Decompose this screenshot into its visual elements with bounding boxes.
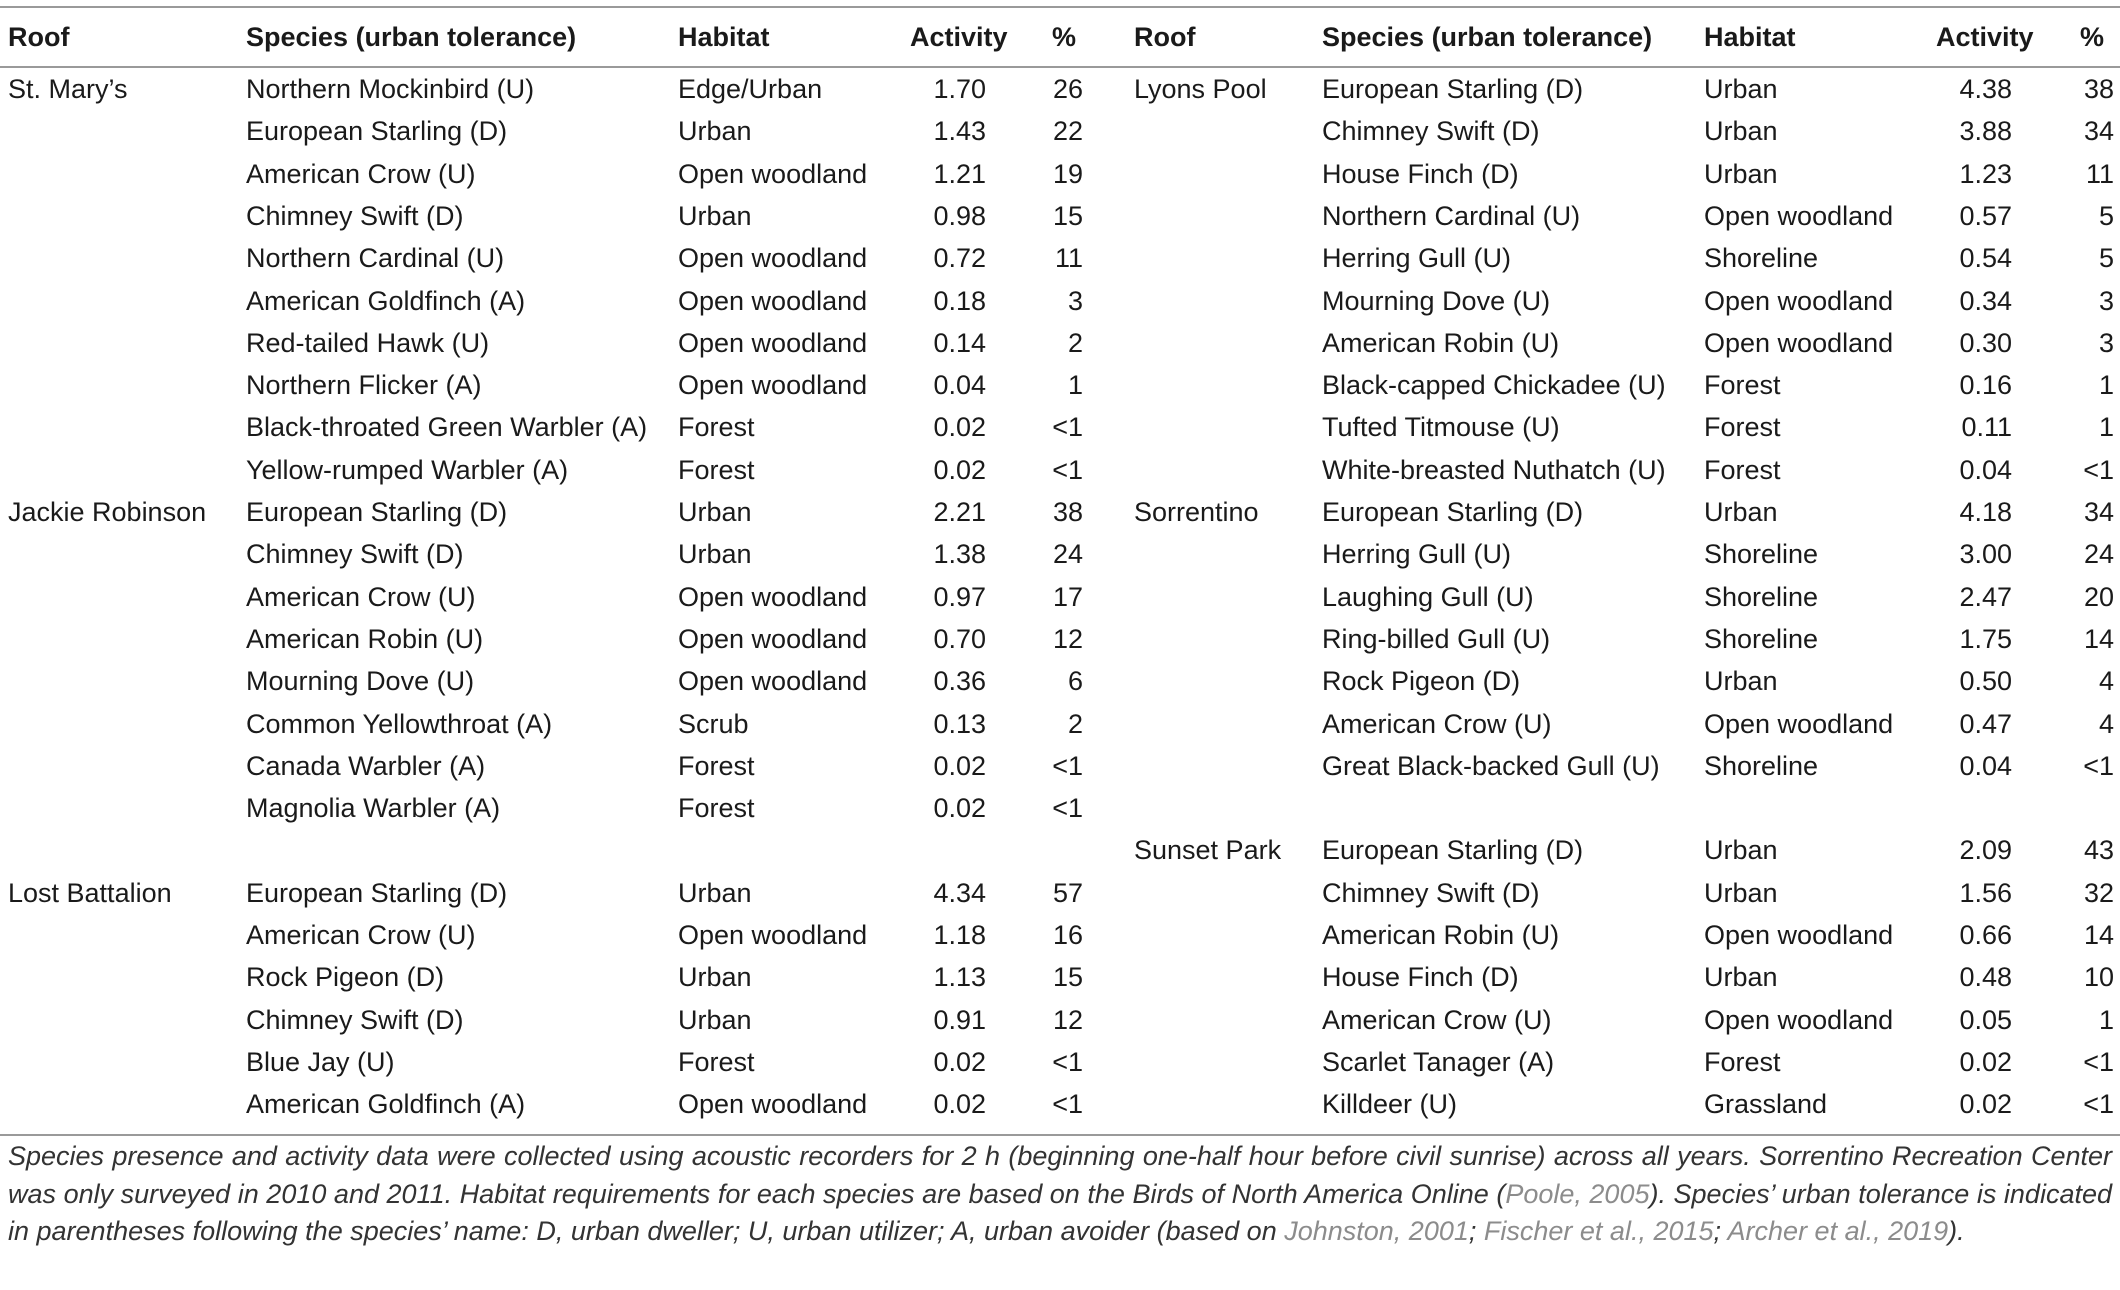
habitat-cell: Urban — [678, 962, 752, 993]
species-cell: Black-capped Chickadee (U) — [1322, 370, 1666, 401]
species-cell: Magnolia Warbler (A) — [246, 793, 501, 824]
activity-cell: 1.70 — [933, 74, 986, 104]
habitat-cell: Urban — [1704, 158, 1778, 189]
activity-cell: 0.02 — [933, 793, 986, 824]
activity-cell: 4.38 — [1959, 74, 2012, 104]
roof-name: Jackie Robinson — [8, 497, 207, 527]
activity-cell: 2.21 — [933, 497, 986, 527]
ref-archer-2019[interactable]: Archer et al., 2019 — [1727, 1216, 1949, 1246]
species-cell: European Starling (D) — [1322, 835, 1584, 866]
habitat-cell: Urban — [678, 877, 752, 908]
activity-cell: 0.72 — [933, 243, 986, 274]
habitat-cell: Urban — [1704, 116, 1778, 147]
percent-cell: 26 — [1052, 74, 1083, 104]
species-cell: American Crow (U) — [1322, 1004, 1552, 1035]
header-pct-right: % — [2080, 22, 2105, 52]
species-cell: Northern Cardinal (U) — [246, 243, 505, 274]
activity-cell: 0.02 — [933, 1046, 986, 1077]
percent-cell: 20 — [2083, 581, 2114, 612]
percent-cell: 34 — [2083, 116, 2114, 147]
species-cell: Common Yellowthroat (A) — [246, 708, 553, 739]
percent-cell: 32 — [2083, 877, 2114, 908]
activity-cell: 0.48 — [1959, 962, 2012, 993]
percent-cell: 14 — [2083, 920, 2114, 950]
roof-name: Sorrentino — [1134, 497, 1259, 527]
habitat-cell: Shoreline — [1704, 623, 1819, 654]
habitat-cell: Open woodland — [678, 1089, 868, 1120]
activity-cell: 0.02 — [933, 412, 986, 443]
habitat-cell: Open woodland — [678, 327, 868, 358]
habitat-cell: Open woodland — [678, 243, 868, 274]
percent-cell: 14 — [2083, 623, 2114, 654]
percent-cell: <1 — [2083, 454, 2114, 485]
activity-cell: 1.21 — [933, 158, 986, 189]
percent-cell: <1 — [2083, 750, 2114, 781]
habitat-cell: Open woodland — [678, 370, 868, 401]
species-cell: American Robin (U) — [246, 623, 484, 654]
species-cell: Rock Pigeon (D) — [246, 962, 445, 993]
ref-poole-2005[interactable]: Poole, 2005 — [1505, 1178, 1650, 1209]
species-cell: Black-throated Green Warbler (A) — [246, 412, 648, 443]
header-species-left: Species (urban tolerance) — [246, 22, 577, 52]
percent-cell: <1 — [2083, 1089, 2114, 1120]
roof-name: Lyons Pool — [1134, 74, 1267, 104]
table-bottom-rule — [0, 1134, 2120, 1136]
activity-cell: 3.00 — [1959, 539, 2012, 570]
activity-cell: 0.91 — [933, 1004, 986, 1035]
habitat-cell: Forest — [678, 793, 755, 824]
percent-cell: 38 — [1052, 497, 1083, 527]
percent-cell: 3 — [1067, 285, 1083, 316]
table-footnote — [8, 1138, 2112, 1251]
activity-cell: 4.18 — [1959, 497, 2012, 527]
activity-cell: 0.02 — [1959, 1089, 2012, 1120]
percent-cell: 22 — [1052, 116, 1083, 147]
species-cell: House Finch (D) — [1322, 158, 1519, 189]
activity-cell: 2.47 — [1959, 581, 2012, 612]
activity-cell: 0.05 — [1959, 1004, 2012, 1035]
footnote-sep-2: ; — [1713, 1216, 1728, 1246]
habitat-cell: Open woodland — [678, 581, 868, 612]
species-cell: Great Black-backed Gull (U) — [1322, 750, 1660, 781]
habitat-cell: Forest — [1704, 370, 1781, 401]
header-habitat-left: Habitat — [678, 22, 770, 52]
habitat-cell: Forest — [678, 454, 755, 485]
species-cell: Chimney Swift (D) — [246, 539, 464, 570]
activity-cell: 1.23 — [1959, 158, 2012, 189]
activity-cell: 0.30 — [1959, 327, 2012, 358]
activity-cell: 0.97 — [933, 581, 986, 612]
habitat-cell: Urban — [1704, 835, 1778, 866]
habitat-cell: Forest — [678, 412, 755, 443]
activity-cell: 3.88 — [1959, 116, 2012, 147]
footnote-sep-1: ; — [1468, 1216, 1484, 1246]
species-cell: Red-tailed Hawk (U) — [246, 327, 490, 358]
percent-cell: 57 — [1052, 877, 1083, 908]
species-cell: American Crow (U) — [1322, 708, 1552, 739]
species-cell: European Starling (D) — [246, 877, 508, 908]
activity-cell: 0.02 — [933, 750, 986, 781]
habitat-cell: Open woodland — [678, 285, 868, 316]
activity-cell: 0.57 — [1959, 200, 2012, 231]
footnote-text-3: ). — [1948, 1216, 1965, 1246]
roof-name: St. Mary’s — [8, 74, 128, 104]
activity-cell: 0.13 — [933, 708, 986, 739]
activity-cell: 1.43 — [933, 116, 986, 147]
percent-cell: 6 — [1067, 666, 1083, 697]
percent-cell: <1 — [1052, 750, 1083, 781]
percent-cell: 1 — [2098, 1004, 2114, 1035]
habitat-cell: Grassland — [1704, 1089, 1828, 1120]
species-cell: Rock Pigeon (D) — [1322, 666, 1521, 697]
habitat-cell: Open woodland — [1704, 708, 1894, 739]
activity-cell: 0.54 — [1959, 243, 2012, 274]
species-cell: American Crow (U) — [246, 158, 476, 189]
activity-cell: 1.18 — [933, 920, 986, 950]
habitat-cell: Edge/Urban — [678, 74, 823, 104]
percent-cell: 15 — [1052, 962, 1083, 993]
species-cell: American Robin (U) — [1322, 920, 1560, 950]
species-cell: Yellow-rumped Warbler (A) — [246, 454, 569, 485]
percent-cell: <1 — [1052, 1089, 1083, 1120]
header-activity-left: Activity — [910, 22, 1008, 52]
percent-cell: 17 — [1052, 581, 1083, 612]
species-cell: European Starling (D) — [246, 497, 508, 527]
percent-cell: <1 — [2083, 1046, 2114, 1077]
habitat-cell: Scrub — [678, 708, 749, 739]
habitat-cell: Shoreline — [1704, 243, 1819, 274]
header-roof-left: Roof — [8, 22, 70, 52]
habitat-cell: Open woodland — [1704, 200, 1894, 231]
activity-cell: 0.36 — [933, 666, 986, 697]
habitat-cell: Urban — [678, 200, 752, 231]
habitat-cell: Urban — [678, 539, 752, 570]
species-cell: Herring Gull (U) — [1322, 243, 1512, 274]
species-cell: Northern Cardinal (U) — [1322, 200, 1581, 231]
header-habitat-right: Habitat — [1704, 22, 1796, 52]
percent-cell: 15 — [1052, 200, 1083, 231]
species-cell: European Starling (D) — [1322, 74, 1584, 104]
percent-cell: 4 — [2098, 708, 2114, 739]
species-cell: Ring-billed Gull (U) — [1322, 623, 1551, 654]
percent-cell: 12 — [1052, 623, 1083, 654]
habitat-cell: Forest — [678, 1046, 755, 1077]
percent-cell: 5 — [2098, 200, 2114, 231]
percent-cell: 12 — [1052, 1004, 1083, 1035]
species-cell: Herring Gull (U) — [1322, 539, 1512, 570]
percent-cell: <1 — [1052, 793, 1083, 824]
habitat-cell: Shoreline — [1704, 581, 1819, 612]
percent-cell: 2 — [1067, 708, 1083, 739]
habitat-cell: Urban — [678, 116, 752, 147]
habitat-cell: Open woodland — [678, 158, 868, 189]
habitat-cell: Open woodland — [1704, 920, 1894, 950]
species-cell: Mourning Dove (U) — [1322, 285, 1551, 316]
activity-cell: 0.70 — [933, 623, 986, 654]
roof-name: Sunset Park — [1134, 835, 1282, 866]
habitat-cell: Urban — [678, 497, 752, 527]
activity-cell: 0.11 — [1961, 412, 2012, 443]
species-cell: Scarlet Tanager (A) — [1322, 1046, 1555, 1077]
habitat-cell: Forest — [1704, 454, 1781, 485]
activity-cell: 0.02 — [1959, 1046, 2012, 1077]
percent-cell: 3 — [2098, 327, 2114, 358]
percent-cell: 24 — [2083, 539, 2114, 570]
habitat-cell: Shoreline — [1704, 539, 1819, 570]
habitat-cell: Forest — [1704, 412, 1781, 443]
species-cell: Chimney Swift (D) — [1322, 877, 1540, 908]
percent-cell: 4 — [2098, 666, 2114, 697]
habitat-cell: Forest — [1704, 1046, 1781, 1077]
percent-cell: 11 — [1054, 243, 1083, 274]
species-cell: Canada Warbler (A) — [246, 750, 486, 781]
percent-cell: 34 — [2083, 497, 2114, 527]
species-cell: Northern Mockinbird (U) — [246, 74, 535, 104]
species-cell: Blue Jay (U) — [246, 1046, 395, 1077]
species-cell: White-breasted Nuthatch (U) — [1322, 454, 1666, 485]
species-cell: Northern Flicker (A) — [246, 370, 482, 401]
activity-cell: 0.04 — [933, 370, 986, 401]
activity-cell: 0.47 — [1959, 708, 2012, 739]
habitat-cell: Urban — [1704, 877, 1778, 908]
habitat-cell: Open woodland — [1704, 285, 1894, 316]
percent-cell: 2 — [1067, 327, 1083, 358]
percent-cell: 1 — [2098, 412, 2114, 443]
species-cell: Mourning Dove (U) — [246, 666, 475, 697]
activity-cell: 0.66 — [1959, 920, 2012, 950]
species-cell: Chimney Swift (D) — [246, 200, 464, 231]
activity-cell: 0.02 — [933, 454, 986, 485]
activity-cell: 4.34 — [933, 877, 986, 908]
footnote-text-1: Species presence and activity data were collected using acoustic recorders for 2 h (beginning one-half hour before civil sunrise) across all years. Sorrentino Recreation Center was only surveyed in 2010 and 2011. Habitat requirements for each species are based on the Birds of North America Online ( — [8, 1141, 2112, 1209]
percent-cell: 1 — [2098, 370, 2114, 401]
species-cell: American Crow (U) — [246, 581, 476, 612]
habitat-cell: Urban — [1704, 497, 1778, 527]
footnote-text-2: ). Species’ urban tolerance is indicated in parentheses following the species’ name: D, urban dweller; U, urban utilizer; A, urban avoider (based on — [8, 1178, 2112, 1246]
ref-fischer-2015[interactable]: Fischer et al., 2015 — [1483, 1216, 1714, 1246]
habitat-cell: Open woodland — [678, 920, 868, 950]
species-cell: Killdeer (U) — [1322, 1089, 1458, 1120]
header-species-right: Species (urban tolerance) — [1322, 22, 1653, 52]
percent-cell: 5 — [2098, 243, 2114, 274]
percent-cell: 38 — [2083, 74, 2114, 104]
activity-cell: 0.98 — [933, 200, 986, 231]
activity-cell: 1.56 — [1959, 877, 2012, 908]
habitat-cell: Open woodland — [678, 623, 868, 654]
species-cell: European Starling (D) — [1322, 497, 1584, 527]
percent-cell: 1 — [1067, 370, 1083, 401]
roof-name: Lost Battalion — [8, 877, 172, 908]
activity-cell: 0.04 — [1959, 750, 2012, 781]
activity-cell: 1.13 — [933, 962, 986, 993]
species-cell: American Goldfinch (A) — [246, 1089, 526, 1120]
activity-cell: 0.14 — [933, 327, 986, 358]
percent-cell: 16 — [1052, 920, 1083, 950]
species-cell: American Goldfinch (A) — [246, 285, 526, 316]
species-cell: Chimney Swift (D) — [1322, 116, 1540, 147]
species-cell: House Finch (D) — [1322, 962, 1519, 993]
habitat-cell: Urban — [1704, 666, 1778, 697]
activity-cell: 0.34 — [1959, 285, 2012, 316]
species-cell: American Robin (U) — [1322, 327, 1560, 358]
activity-cell: 0.50 — [1959, 666, 2012, 697]
species-cell: Chimney Swift (D) — [246, 1004, 464, 1035]
activity-cell: 1.75 — [1959, 623, 2012, 654]
habitat-cell: Urban — [1704, 74, 1778, 104]
species-cell: Tufted Titmouse (U) — [1322, 412, 1560, 443]
activity-cell: 0.16 — [1959, 370, 2012, 401]
percent-cell: 11 — [2085, 158, 2114, 189]
percent-cell: <1 — [1052, 454, 1083, 485]
habitat-cell: Shoreline — [1704, 750, 1819, 781]
species-cell: European Starling (D) — [246, 116, 508, 147]
percent-cell: 19 — [1052, 158, 1083, 189]
header-roof-right: Roof — [1134, 22, 1196, 52]
header-pct-left: % — [1052, 22, 1077, 52]
activity-cell: 0.02 — [933, 1089, 986, 1120]
percent-cell: <1 — [1052, 1046, 1083, 1077]
percent-cell: 24 — [1052, 539, 1083, 570]
habitat-cell: Open woodland — [678, 666, 868, 697]
percent-cell: <1 — [1052, 412, 1083, 443]
ref-johnston-2001[interactable]: Johnston, 2001 — [1284, 1216, 1469, 1246]
activity-cell: 1.38 — [933, 539, 986, 570]
habitat-cell: Urban — [678, 1004, 752, 1035]
habitat-cell: Forest — [678, 750, 755, 781]
activity-cell: 0.04 — [1959, 454, 2012, 485]
species-cell: Laughing Gull (U) — [1322, 581, 1534, 612]
habitat-cell: Open woodland — [1704, 327, 1894, 358]
species-cell: American Crow (U) — [246, 920, 476, 950]
habitat-cell: Open woodland — [1704, 1004, 1894, 1035]
percent-cell: 43 — [2083, 835, 2114, 866]
percent-cell: 10 — [2083, 962, 2114, 993]
percent-cell: 3 — [2098, 285, 2114, 316]
activity-cell: 2.09 — [1959, 835, 2012, 866]
header-activity-right: Activity — [1936, 22, 2034, 52]
habitat-cell: Urban — [1704, 962, 1778, 993]
activity-cell: 0.18 — [933, 285, 986, 316]
